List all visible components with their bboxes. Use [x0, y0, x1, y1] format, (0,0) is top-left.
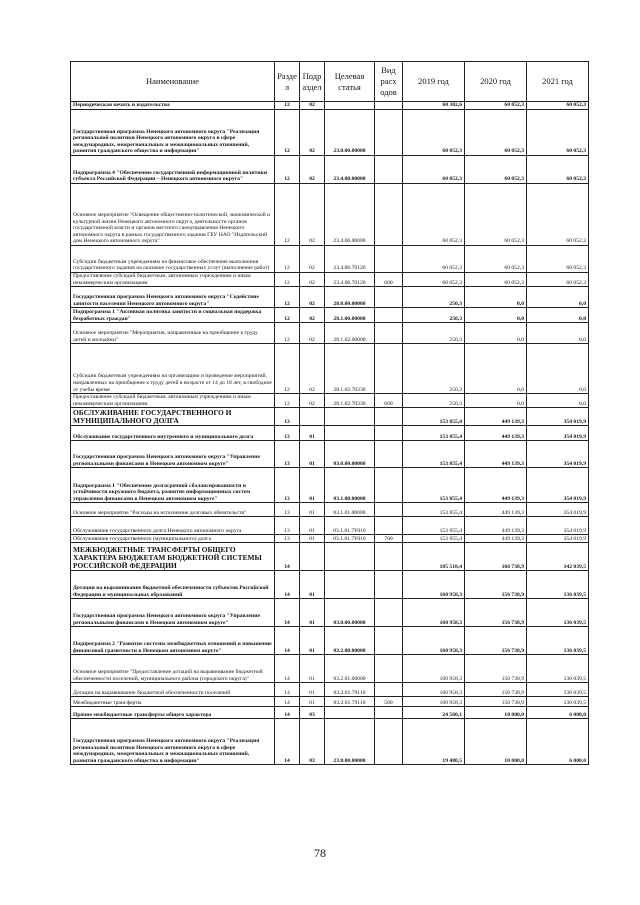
- cell-razdel: 13: [275, 535, 300, 543]
- cell-name: Государственная программа Ненецкого автономного округа "Реализация региональной политики Ненецкого автономного округа в сфере международных, межрегиональных и межнациональных отношений, развития гражданского общества и информации": [71, 110, 275, 156]
- cell-podrazdel: 02: [300, 394, 325, 408]
- table-row: [71, 599, 589, 627]
- cell-name: Основное мероприятие "Расходы на исполнение долговых обязательств": [71, 503, 275, 517]
- table-row: [71, 426, 589, 441]
- cell-expense-type: [375, 102, 403, 110]
- cell-2020: 60 052,3: [465, 156, 527, 184]
- cell-razdel: 14: [275, 627, 300, 655]
- cell-2020: 449 139,3: [465, 517, 527, 535]
- cell-expense-type: [375, 627, 403, 655]
- cell-2021: 354 019,9: [527, 468, 589, 503]
- cell-razdel: 13: [275, 503, 300, 517]
- cell-podrazdel: 01: [300, 441, 325, 468]
- cell-podrazdel: 01: [300, 697, 325, 707]
- cell-name: Государственная программа Ненецкого автономного округа "Реализация региональной политики Ненецкого автономного округа в сфере международных, межрегиональных и межнациональных отношений, развития гражданского общества и информации": [71, 719, 275, 765]
- cell-2020: 60 052,3: [465, 246, 527, 273]
- cell-2019: 60 052,3: [403, 184, 465, 246]
- table-row: [71, 719, 589, 765]
- cell-2019: 19 480,5: [403, 719, 465, 765]
- cell-2021: 136 039,5: [527, 655, 589, 683]
- cell-podrazdel: 02: [300, 184, 325, 246]
- cell-2020: 60 052,3: [465, 273, 527, 287]
- cell-razdel: 12: [275, 110, 300, 156]
- cell-razdel: 14: [275, 697, 300, 707]
- cell-2021: 136 039,5: [527, 599, 589, 627]
- cell-target: 03.1.00.00000: [325, 468, 375, 503]
- cell-2021: 6 000,0: [527, 719, 589, 765]
- cell-podrazdel: 02: [300, 246, 325, 273]
- table-row: [71, 394, 589, 408]
- cell-2019: 153 855,4: [403, 517, 465, 535]
- cell-name: Основное мероприятие "Предоставление дотаций на выравнивание бюджетной обеспеченности поселений, муниципального района (городского округа)": [71, 655, 275, 683]
- cell-2021: 0,0: [527, 287, 589, 308]
- cell-2020: 449 139,3: [465, 535, 527, 543]
- cell-name: Предоставление субсидий бюджетным, автономным учреждениям и иным некоммерческим организациям: [71, 394, 275, 408]
- cell-podrazdel: 01: [300, 599, 325, 627]
- cell-name: Подпрограмма 2 "Развитие системы межбюджетных отношений и повышение финансовой грамотности в Ненецком автономном округе": [71, 627, 275, 655]
- table-row: [71, 110, 589, 156]
- cell-podrazdel: 03: [300, 719, 325, 765]
- cell-expense-type: [375, 323, 403, 344]
- table-row: [71, 408, 589, 426]
- cell-razdel: 12: [275, 344, 300, 394]
- cell-target: 28.1.02.00000: [325, 323, 375, 344]
- cell-2021: 354 019,9: [527, 408, 589, 426]
- table-header-row: [71, 62, 589, 102]
- cell-expense-type: [375, 655, 403, 683]
- cell-2021: 60 052,3: [527, 184, 589, 246]
- table-row: [71, 655, 589, 683]
- cell-target: 03.2.01.79110: [325, 697, 375, 707]
- cell-2019: 153 855,4: [403, 503, 465, 517]
- cell-podrazdel: 01: [300, 655, 325, 683]
- cell-expense-type: [375, 246, 403, 273]
- cell-name: Дотации на выравнивание бюджетной обеспеченности субъектов Российской Федерации и муниципальных образований: [71, 571, 275, 599]
- table-row: [71, 102, 589, 110]
- cell-razdel: 14: [275, 599, 300, 627]
- cell-2019: 153 855,4: [403, 426, 465, 441]
- table-row: [71, 468, 589, 503]
- cell-2021: 60 052,3: [527, 156, 589, 184]
- cell-expense-type: [375, 599, 403, 627]
- cell-razdel: 12: [275, 273, 300, 287]
- table-row: [71, 344, 589, 394]
- cell-target: 03.0.00.00000: [325, 441, 375, 468]
- budget-table: [70, 61, 589, 765]
- cell-2019: 160 958,3: [403, 683, 465, 697]
- cell-razdel: 12: [275, 156, 300, 184]
- cell-expense-type: [375, 707, 403, 719]
- cell-razdel: 12: [275, 184, 300, 246]
- cell-expense-type: [375, 408, 403, 426]
- cell-target: 28.0.00.00000: [325, 287, 375, 308]
- cell-2019: 250,3: [403, 394, 465, 408]
- cell-podrazdel: 01: [300, 426, 325, 441]
- cell-podrazdel: 03: [300, 707, 325, 719]
- header-2021: 2021 год: [527, 62, 589, 102]
- cell-name: Обслуживание государственного внутреннего и муниципального долга: [71, 426, 275, 441]
- cell-name: Подпрограмма 1 "Активная политика занятости и социальная поддержка безработных граждан": [71, 308, 275, 323]
- cell-razdel: 14: [275, 719, 300, 765]
- cell-razdel: 13: [275, 468, 300, 503]
- cell-razdel: 14: [275, 707, 300, 719]
- cell-2019: 160 958,3: [403, 627, 465, 655]
- cell-2020: 449 139,3: [465, 408, 527, 426]
- cell-podrazdel: 01: [300, 571, 325, 599]
- header-name: Наименование: [71, 62, 275, 102]
- cell-target: [325, 571, 375, 599]
- cell-podrazdel: 02: [300, 110, 325, 156]
- table-row: [71, 697, 589, 707]
- cell-target: [325, 426, 375, 441]
- cell-target: 03.0.00.00000: [325, 599, 375, 627]
- cell-name: ОБСЛУЖИВАНИЕ ГОСУДАРСТВЕННОГО И МУНИЦИПАЛЬНОГО ДОЛГА: [71, 408, 275, 426]
- cell-2019: 160 958,3: [403, 697, 465, 707]
- cell-2019: 160 958,3: [403, 655, 465, 683]
- cell-target: 28.1.00.00000: [325, 308, 375, 323]
- cell-name: Обслуживание государственного (муниципального) долга: [71, 535, 275, 543]
- table-row: [71, 441, 589, 468]
- cell-2020: 156 738,9: [465, 627, 527, 655]
- cell-2019: 185 518,4: [403, 543, 465, 571]
- cell-name: Дотации на выравнивание бюджетной обеспеченности поселений: [71, 683, 275, 697]
- cell-target: 23.4.06.70120: [325, 273, 375, 287]
- cell-target: 28.1.02.70330: [325, 344, 375, 394]
- cell-razdel: 14: [275, 655, 300, 683]
- cell-name: Прочие межбюджетные трансферты общего характера: [71, 707, 275, 719]
- cell-podrazdel: 02: [300, 323, 325, 344]
- cell-name: Подпрограмма 4 "Обеспечение государственной информационной политики субъекта Российской Федерации – Ненецкого автономного округа": [71, 156, 275, 184]
- cell-2020: 449 139,3: [465, 468, 527, 503]
- cell-2019: 60 052,3: [403, 156, 465, 184]
- cell-2021: 0,0: [527, 344, 589, 394]
- cell-2020: 60 052,3: [465, 102, 527, 110]
- table-row: [71, 517, 589, 535]
- table-row: [71, 543, 589, 571]
- cell-target: 03.1.01.7F010: [325, 517, 375, 535]
- cell-2019: 153 855,4: [403, 441, 465, 468]
- table-row: [71, 308, 589, 323]
- cell-2019: 250,3: [403, 287, 465, 308]
- cell-target: 03.2.01.00000: [325, 655, 375, 683]
- cell-razdel: 14: [275, 543, 300, 571]
- cell-target: [325, 543, 375, 571]
- cell-2019: 250,3: [403, 308, 465, 323]
- cell-2021: 136 039,5: [527, 697, 589, 707]
- cell-2019: 60 052,3: [403, 110, 465, 156]
- cell-expense-type: [375, 517, 403, 535]
- cell-2021: 142 039,5: [527, 543, 589, 571]
- cell-podrazdel: 01: [300, 683, 325, 697]
- cell-2020: 156 738,9: [465, 683, 527, 697]
- cell-name: Государственная программа Ненецкого автономного округа "Управление региональными финансами в Ненецком автономном округе": [71, 599, 275, 627]
- cell-razdel: 12: [275, 308, 300, 323]
- cell-target: 23.4.00.00000: [325, 156, 375, 184]
- table-row: [71, 184, 589, 246]
- cell-podrazdel: 02: [300, 273, 325, 287]
- cell-2020: 156 738,9: [465, 599, 527, 627]
- cell-expense-type: [375, 571, 403, 599]
- cell-2019: 160 958,3: [403, 599, 465, 627]
- cell-2021: 60 052,3: [527, 246, 589, 273]
- cell-podrazdel: [300, 543, 325, 571]
- cell-podrazdel: 01: [300, 535, 325, 543]
- cell-name: Периодическая печать и издательства: [71, 102, 275, 110]
- cell-name: Основное мероприятие "Мероприятия, направленные на приобщение к труду детей и молодёжи": [71, 323, 275, 344]
- cell-2019: 153 855,4: [403, 408, 465, 426]
- cell-2019: 24 560,1: [403, 707, 465, 719]
- cell-razdel: 12: [275, 102, 300, 110]
- cell-2021: 354 019,9: [527, 441, 589, 468]
- cell-name: Обслуживание государственного долга Ненецкого автономного округа: [71, 517, 275, 535]
- cell-target: 23.0.00.00000: [325, 110, 375, 156]
- cell-target: [325, 102, 375, 110]
- cell-expense-type: [375, 426, 403, 441]
- cell-2020: 60 052,3: [465, 110, 527, 156]
- cell-2021: 354 019,9: [527, 535, 589, 543]
- cell-2021: 354 019,9: [527, 503, 589, 517]
- cell-podrazdel: 02: [300, 344, 325, 394]
- cell-2019: 250,3: [403, 323, 465, 344]
- table-row: [71, 503, 589, 517]
- cell-expense-type: [375, 683, 403, 697]
- cell-expense-type: [375, 441, 403, 468]
- cell-razdel: 13: [275, 426, 300, 441]
- cell-2019: 60 052,3: [403, 273, 465, 287]
- table-row: [71, 323, 589, 344]
- cell-2020: 10 000,0: [465, 719, 527, 765]
- header-target: Целевая статья: [325, 62, 375, 102]
- cell-podrazdel: 01: [300, 503, 325, 517]
- table-row: [71, 627, 589, 655]
- cell-expense-type: [375, 344, 403, 394]
- cell-2021: 0,0: [527, 323, 589, 344]
- header-expense-type: Вид расх одов: [375, 62, 403, 102]
- cell-target: 03.2.01.79110: [325, 683, 375, 697]
- cell-2020: 0,0: [465, 394, 527, 408]
- cell-podrazdel: 01: [300, 517, 325, 535]
- table-row: [71, 246, 589, 273]
- table-row: [71, 571, 589, 599]
- cell-name: Субсидии бюджетным учреждениям на организацию и проведение мероприятий, направленных на приобщение к труду детей в возрасте от 14 до 18 лет, в свободное от учебы время: [71, 344, 275, 394]
- cell-2021: 0,0: [527, 394, 589, 408]
- cell-expense-type: 600: [375, 273, 403, 287]
- cell-razdel: 13: [275, 517, 300, 535]
- cell-target: [325, 707, 375, 719]
- cell-2020: 449 139,3: [465, 441, 527, 468]
- cell-podrazdel: 02: [300, 308, 325, 323]
- cell-expense-type: 500: [375, 697, 403, 707]
- cell-expense-type: 600: [375, 394, 403, 408]
- cell-target: 03.2.00.00000: [325, 627, 375, 655]
- cell-2020: 0,0: [465, 287, 527, 308]
- cell-2019: 60 302,6: [403, 102, 465, 110]
- cell-expense-type: [375, 308, 403, 323]
- cell-2021: 354 019,9: [527, 426, 589, 441]
- cell-2020: 449 139,3: [465, 426, 527, 441]
- cell-razdel: 12: [275, 323, 300, 344]
- cell-razdel: 12: [275, 287, 300, 308]
- cell-2019: 153 855,4: [403, 535, 465, 543]
- cell-2020: 10 000,0: [465, 707, 527, 719]
- cell-2019: 153 855,4: [403, 468, 465, 503]
- cell-razdel: 13: [275, 441, 300, 468]
- cell-razdel: 13: [275, 408, 300, 426]
- cell-podrazdel: 02: [300, 156, 325, 184]
- cell-expense-type: [375, 503, 403, 517]
- cell-2021: 136 039,5: [527, 571, 589, 599]
- cell-2019: 60 052,3: [403, 246, 465, 273]
- table-row: [71, 683, 589, 697]
- cell-target: [325, 408, 375, 426]
- cell-2021: 60 052,3: [527, 102, 589, 110]
- cell-2020: 166 738,9: [465, 543, 527, 571]
- cell-podrazdel: 01: [300, 468, 325, 503]
- cell-razdel: 14: [275, 571, 300, 599]
- cell-2021: 136 039,5: [527, 683, 589, 697]
- cell-name: Государственная программа Ненецкого автономного округа "Управление региональными финансами в Ненецком автономном округе": [71, 441, 275, 468]
- cell-podrazdel: [300, 408, 325, 426]
- header-2019: 2019 год: [403, 62, 465, 102]
- cell-podrazdel: 01: [300, 627, 325, 655]
- cell-target: 23.0.00.00000: [325, 719, 375, 765]
- cell-expense-type: [375, 468, 403, 503]
- cell-name: Государственная программа Ненецкого автономного округа "Содействие занятости населения Ненецкого автономного округа": [71, 287, 275, 308]
- table-row: [71, 707, 589, 719]
- cell-2021: 0,0: [527, 308, 589, 323]
- table-row: [71, 535, 589, 543]
- cell-target: 28.1.02.70330: [325, 394, 375, 408]
- cell-name: Субсидии бюджетным учреждениям на финансовое обеспечение выполнения государственного задания на оказание государственных услуг (выполнение работ): [71, 246, 275, 273]
- budget-table-sheet: [70, 61, 588, 765]
- cell-name: Основное мероприятие "Освещение общественно-политической, экономической и культурной жизни Ненецкого автономного округа, деятельности органов государственной власти и органов местного самоуправления Ненецкого автономного округа в рамках государственного задания ГБУ НАО "Издательский дом Ненецкого автономного округа": [71, 184, 275, 246]
- header-2020: 2020 год: [465, 62, 527, 102]
- cell-podrazdel: 02: [300, 287, 325, 308]
- table-row: [71, 156, 589, 184]
- cell-2020: 0,0: [465, 323, 527, 344]
- cell-expense-type: [375, 156, 403, 184]
- table-row: [71, 273, 589, 287]
- table-row: [71, 287, 589, 308]
- header-podrazdel: Подр аздел: [300, 62, 325, 102]
- cell-2020: 156 738,9: [465, 655, 527, 683]
- cell-target: 03.1.01.00000: [325, 503, 375, 517]
- cell-2019: 250,3: [403, 344, 465, 394]
- cell-target: 23.4.06.00000: [325, 184, 375, 246]
- cell-razdel: 12: [275, 246, 300, 273]
- cell-2021: 60 052,3: [527, 110, 589, 156]
- cell-2019: 160 958,3: [403, 571, 465, 599]
- cell-target: 03.1.01.7F010: [325, 535, 375, 543]
- cell-podrazdel: 02: [300, 102, 325, 110]
- cell-2021: 354 019,9: [527, 517, 589, 535]
- page-number: 78: [314, 846, 326, 860]
- cell-2021: 6 000,0: [527, 707, 589, 719]
- cell-2020: 0,0: [465, 308, 527, 323]
- cell-name: Межбюджетные трансферты: [71, 697, 275, 707]
- cell-expense-type: [375, 184, 403, 246]
- cell-2020: 156 738,9: [465, 697, 527, 707]
- cell-expense-type: [375, 719, 403, 765]
- cell-2020: 156 738,9: [465, 571, 527, 599]
- cell-2020: 449 139,3: [465, 503, 527, 517]
- cell-2021: 60 052,3: [527, 273, 589, 287]
- cell-expense-type: [375, 287, 403, 308]
- cell-name: МЕЖБЮДЖЕТНЫЕ ТРАНСФЕРТЫ ОБЩЕГО ХАРАКТЕРА БЮДЖЕТАМ БЮДЖЕТНОЙ СИСТЕМЫ РОССИЙСКОЙ ФЕДЕРАЦИИ: [71, 543, 275, 571]
- cell-expense-type: 700: [375, 535, 403, 543]
- cell-expense-type: [375, 543, 403, 571]
- cell-expense-type: [375, 110, 403, 156]
- cell-2020: 60 052,3: [465, 184, 527, 246]
- cell-target: 23.4.06.70120: [325, 246, 375, 273]
- cell-2021: 136 039,5: [527, 627, 589, 655]
- cell-razdel: 12: [275, 394, 300, 408]
- cell-razdel: 14: [275, 683, 300, 697]
- cell-name: Подпрограмма 1 "Обеспечение долгосрочной сбалансированности и устойчивости окружного бюджета, развитие информационных систем управления финансами в Ненецком автономном округе": [71, 468, 275, 503]
- header-razdel: Разде л: [275, 62, 300, 102]
- cell-name: Предоставление субсидий бюджетным, автономным учреждениям и иным некоммерческим организациям: [71, 273, 275, 287]
- cell-2020: 0,0: [465, 344, 527, 394]
